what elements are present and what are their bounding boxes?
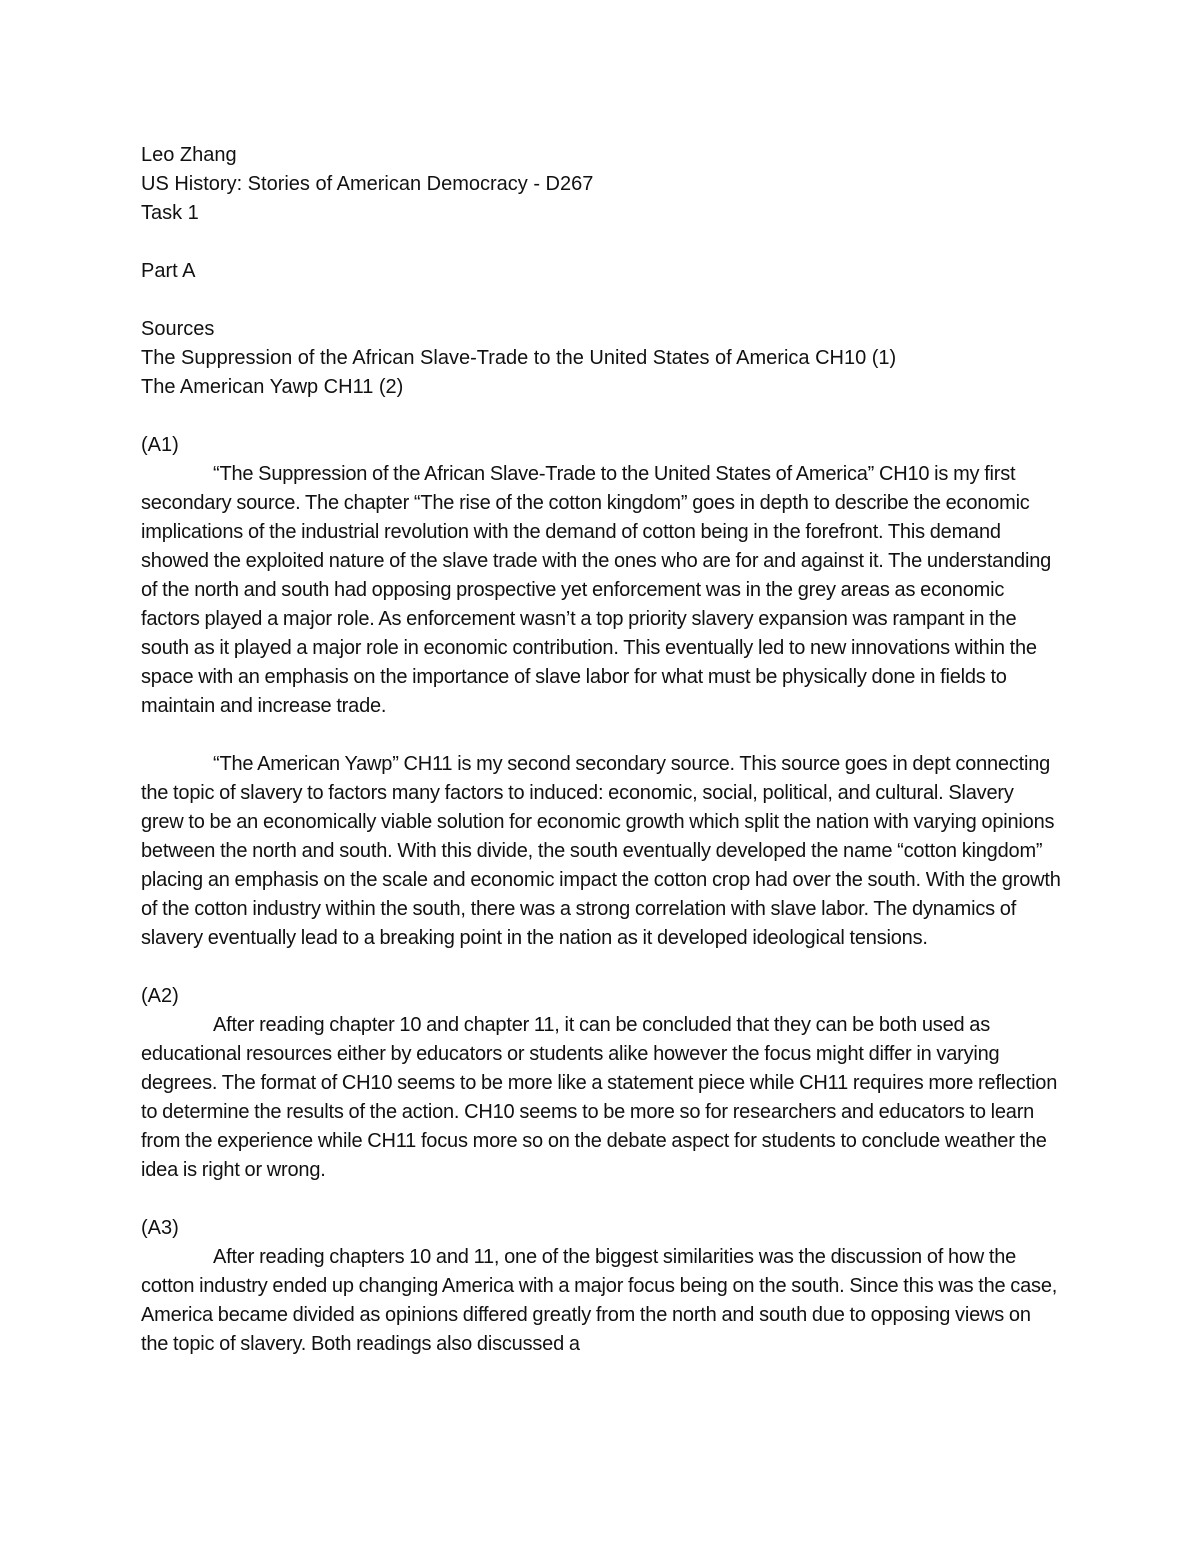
spacer xyxy=(141,286,1061,315)
section-a3-paragraph-1: After reading chapters 10 and 11, one of the biggest similarities was the discussion of how the cotton industry ended up changing America with a major focus being on the south. Since this was the case, America became divided as opinions differed greatly from the north and south due to opposing views on the topic of slavery. Both readings also discussed a xyxy=(141,1246,1058,1355)
task-label: Task 1 xyxy=(141,202,199,224)
section-a1-paragraph-1: “The Suppression of the African Slave-Trade to the United States of America” CH10 is my first secondary source. The chapter “The rise of the cotton kingdom” goes in depth to describe the economic implications of the industrial revolution with the demand of cotton being in the forefront. This demand showed the exploited nature of the slave trade with the ones who are for and against it. The understanding of the north and south had opposing prospective yet enforcement was in the grey areas as economic factors played a major role. As enforcement wasn’t a top priority slavery expansion was rampant in the south as it played a major role in economic contribution. This eventually led to new innovations within the space with an emphasis on the importance of slave labor for what must be physically done in fields to maintain and increase trade. xyxy=(141,463,1052,717)
course-title: US History: Stories of American Democracy - D267 xyxy=(141,173,594,195)
author-name: Leo Zhang xyxy=(141,144,237,166)
sources-heading: Sources xyxy=(141,318,215,340)
spacer xyxy=(141,1185,1061,1214)
spacer xyxy=(141,228,1061,257)
spacer xyxy=(141,402,1061,431)
spacer xyxy=(141,953,1061,982)
part-heading: Part A xyxy=(141,260,196,282)
document-body xyxy=(141,141,1061,1359)
section-label-a2: (A2) xyxy=(141,985,179,1007)
section-a1-paragraph-2: “The American Yawp” CH11 is my second secondary source. This source goes in dept connecting the topic of slavery to factors many factors to induced: economic, social, political, and cultural. Slavery grew to be an economically viable solution for economic growth which split the nation with varying opinions between the north and south. With this divide, the south eventually developed the name “cotton kingdom” placing an emphasis on the scale and economic impact the cotton crop had over the south. With the growth of the cotton industry within the south, there was a strong correlation with slave labor. The dynamics of slavery eventually lead to a breaking point in the nation as it developed ideological tensions. xyxy=(141,753,1061,949)
source-item-1: The Suppression of the African Slave-Trade to the United States of America CH10 (1) xyxy=(141,347,897,369)
source-item-2: The American Yawp CH11 (2) xyxy=(141,376,404,398)
section-label-a1: (A1) xyxy=(141,434,179,456)
section-label-a3: (A3) xyxy=(141,1217,179,1239)
spacer xyxy=(141,721,1061,750)
section-a2-paragraph-1: After reading chapter 10 and chapter 11, it can be concluded that they can be both used as educational resources either by educators or students alike however the focus might differ in varying degrees. The format of CH10 seems to be more like a statement piece while CH11 requires more reflection to determine the results of the action. CH10 seems to be more so for researchers and educators to learn from the experience while CH11 focus more so on the debate aspect for students to conclude weather the idea is right or wrong. xyxy=(141,1014,1058,1181)
